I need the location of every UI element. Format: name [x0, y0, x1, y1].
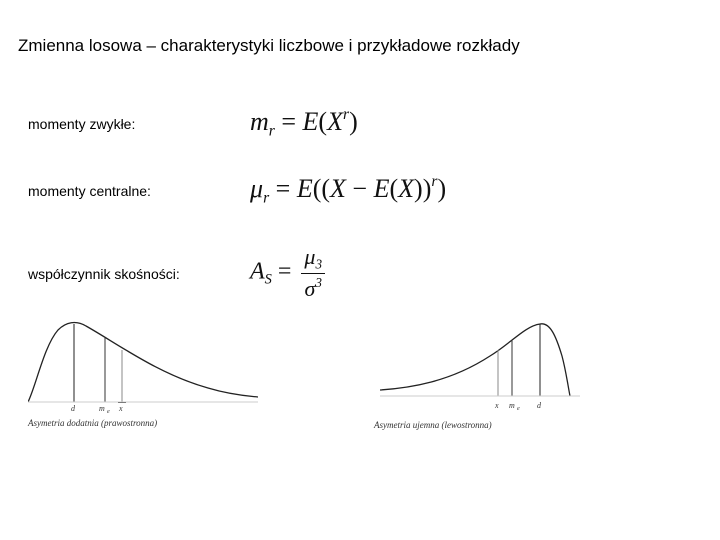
formula-skewness: $A_S$ = $\frac{\mu_3}{\sigma^3}$: [250, 246, 325, 300]
tick-median-m: m: [509, 401, 515, 410]
label-moments-raw: momenty zwykłe:: [28, 116, 136, 132]
slide-title: Zmienna losowa – charakterystyki liczbowe i przykładowe rozkłady: [18, 36, 520, 55]
skewness-fraction: $\frac{\mu_3}{\sigma^3}$: [301, 246, 325, 300]
negative-skew-chart: [380, 316, 580, 416]
positive-skew-curve: [28, 323, 258, 402]
tick-median-e: e: [517, 406, 520, 412]
caption-negative-skew: Asymetria ujemna (lewostronna): [374, 420, 492, 430]
tick-mode: d: [71, 404, 75, 413]
tick-mode: d: [537, 401, 541, 410]
caption-positive-skew: Asymetria dodatnia (prawostronna): [28, 418, 158, 428]
tick-median-m: m: [99, 404, 105, 413]
negative-skew-curve: [380, 324, 570, 396]
positive-skew-chart: [28, 316, 258, 416]
label-moments-central: momenty centralne:: [28, 183, 151, 199]
tick-mean: x: [495, 401, 499, 410]
tick-median-e: e: [107, 409, 110, 415]
tick-mean: x: [119, 404, 123, 413]
formula-central-moments: $\mu_r = E((X - E(X))^r)$: [250, 173, 447, 207]
label-skewness: współczynnik skośności:: [28, 266, 180, 282]
formula-raw-moments: $m_r = E(X^r)$: [250, 106, 358, 140]
